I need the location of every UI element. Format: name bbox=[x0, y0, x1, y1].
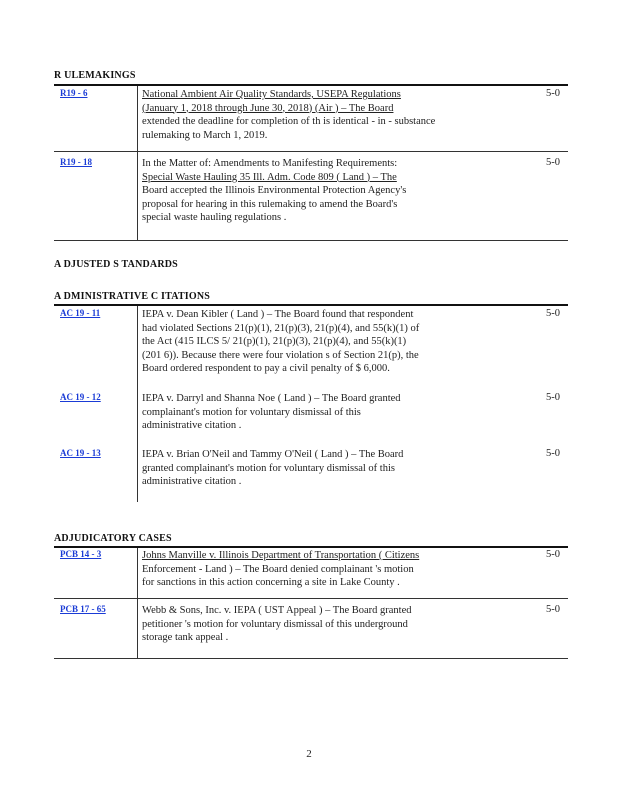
case-link[interactable]: AC 19 - 11 bbox=[60, 308, 101, 318]
case-description bbox=[142, 157, 462, 225]
section-heading-administrative-citations: A DMINISTRATIVE C ITATIONS bbox=[54, 291, 211, 302]
desc-line: administrative citation . bbox=[142, 420, 242, 431]
row-divider bbox=[54, 240, 568, 241]
vote-count: 5-0 bbox=[546, 604, 560, 615]
case-description bbox=[142, 549, 462, 590]
desc-line: extended the deadline for completion of th is identical - in - substance bbox=[142, 116, 436, 127]
vote-count: 5-0 bbox=[546, 157, 560, 168]
row-divider bbox=[54, 151, 568, 152]
desc-line: Board ordered respondent to pay a civil penalty of $ 6,000. bbox=[142, 363, 390, 374]
page-number: 2 bbox=[306, 748, 312, 760]
row-divider bbox=[54, 598, 568, 599]
case-description bbox=[142, 392, 462, 433]
desc-line: storage tank appeal . bbox=[142, 632, 229, 643]
desc-line: for sanctions in this action concerning a site in Lake County . bbox=[142, 577, 400, 588]
desc-line: the Act (415 ILCS 5/ 21(p)(1), 21(p)(3), 21(p)(4), and 55(k)(1) bbox=[142, 336, 407, 347]
vote-count: 5-0 bbox=[546, 308, 560, 319]
section-heading-adjusted-standards: A DJUSTED S TANDARDS bbox=[54, 259, 178, 270]
row-divider bbox=[54, 658, 568, 659]
desc-line: (201 6)). Because there were four violation s of Section 21(p), the bbox=[142, 349, 419, 361]
desc-line: Enforcement - Land ) – The Board denied complainant 's motion bbox=[142, 563, 414, 575]
desc-line: proposal for hearing in this rulemaking to amend the Board's bbox=[142, 198, 398, 210]
desc-line: National Ambient Air Quality Standards, USEPA Regulations bbox=[142, 89, 401, 100]
case-description bbox=[142, 308, 462, 376]
desc-line: IEPA v. Dean Kibler ( Land ) – The Board found that respondent bbox=[142, 309, 414, 320]
case-description bbox=[142, 88, 462, 142]
case-link[interactable]: PCB 14 - 3 bbox=[60, 549, 102, 559]
desc-line: IEPA v. Darryl and Shanna Noe ( Land ) – The Board granted bbox=[142, 393, 401, 404]
desc-line: (January 1, 2018 through June 30, 2018) (Air ) – The Board bbox=[142, 102, 394, 114]
case-link[interactable]: AC 19 - 12 bbox=[60, 392, 101, 402]
desc-line: IEPA v. Brian O'Neil and Tammy O'Neil ( Land ) – The Board bbox=[142, 449, 404, 460]
case-link[interactable]: AC 19 - 13 bbox=[60, 448, 101, 458]
case-description bbox=[142, 604, 462, 645]
section-heading-adjudicatory-cases: ADJUDICATORY CASES bbox=[54, 533, 172, 544]
desc-line: Johns Manville v. Illinois Department of Transportation ( Citizens bbox=[142, 550, 420, 561]
desc-line: rulemaking to March 1, 2019. bbox=[142, 129, 268, 141]
vote-count: 5-0 bbox=[546, 549, 560, 560]
case-link[interactable]: PCB 17 - 65 bbox=[60, 604, 106, 614]
section-rule bbox=[54, 304, 568, 306]
section-rule bbox=[54, 84, 568, 86]
case-description bbox=[142, 448, 462, 489]
case-link[interactable]: R19 - 18 bbox=[60, 157, 92, 167]
case-link[interactable]: R19 - 6 bbox=[60, 88, 88, 98]
desc-line: Board accepted the Illinois Environmental Protection Agency's bbox=[142, 185, 407, 196]
section-heading-rulemakings: R ULEMAKINGS bbox=[54, 70, 136, 81]
desc-line: Special Waste Hauling 35 Ill. Adm. Code 809 ( Land ) – The bbox=[142, 171, 397, 183]
vote-count: 5-0 bbox=[546, 88, 560, 99]
desc-line: complainant's motion for voluntary dismissal of this bbox=[142, 406, 361, 418]
desc-line: had violated Sections 21(p)(1), 21(p)(3), 21(p)(4), and 55(k)(1) of bbox=[142, 322, 420, 334]
desc-line: petitioner 's motion for voluntary dismissal of this underground bbox=[142, 618, 408, 630]
desc-line: administrative citation . bbox=[142, 476, 242, 487]
section-rule bbox=[54, 546, 568, 548]
vote-count: 5-0 bbox=[546, 448, 560, 459]
desc-line: In the Matter of: Amendments to Manifesting Requirements: bbox=[142, 158, 398, 169]
vote-count: 5-0 bbox=[546, 392, 560, 403]
desc-line: granted complainant's motion for voluntary dismissal of this bbox=[142, 462, 395, 474]
desc-line: special waste hauling regulations . bbox=[142, 212, 287, 223]
column-divider bbox=[137, 86, 138, 240]
column-divider bbox=[137, 548, 138, 658]
desc-line: Webb & Sons, Inc. v. IEPA ( UST Appeal ) – The Board granted bbox=[142, 605, 412, 616]
column-divider bbox=[137, 306, 138, 502]
